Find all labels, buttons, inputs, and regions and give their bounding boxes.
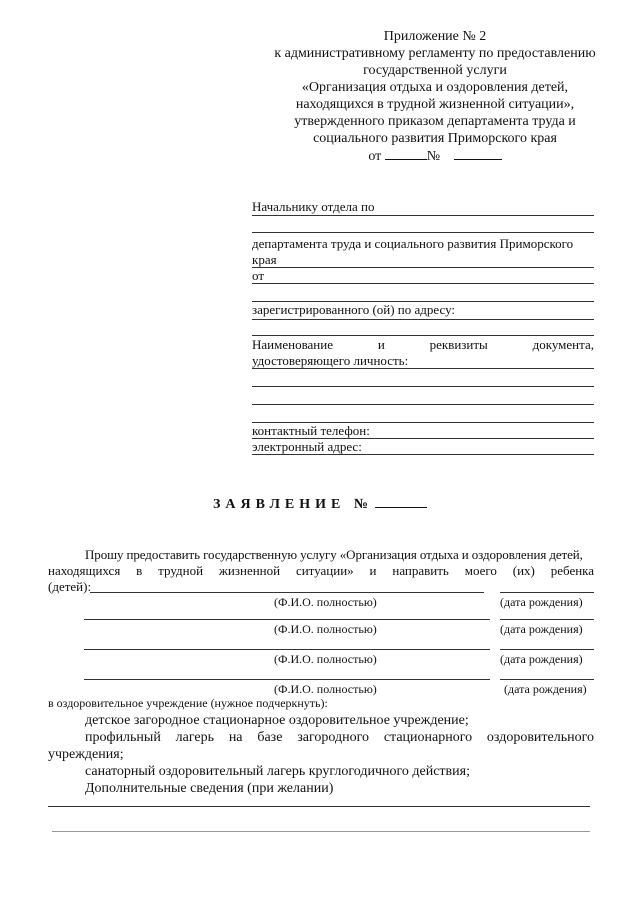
identity-document-label: удостоверяющего личность:	[252, 353, 409, 368]
identity-blank-line[interactable]	[252, 369, 594, 387]
doc-word: реквизиты	[429, 337, 488, 352]
additional-info-line[interactable]	[52, 830, 590, 832]
date-blank[interactable]	[385, 147, 427, 160]
appendix-line: находящихся в трудной жизненной ситуации»,	[295, 97, 575, 112]
intro-word: ситуации»	[295, 563, 354, 578]
option-word: профильный	[85, 730, 161, 745]
addressee-block	[252, 199, 594, 455]
number-label: №	[426, 149, 441, 164]
intro-line: Прошу предоставить государственную услугу «Организация отдыха и оздоровления детей,	[85, 547, 583, 562]
child-row	[48, 579, 594, 609]
child-name-blank[interactable]	[84, 639, 490, 650]
department-blank-line[interactable]	[252, 216, 594, 233]
appendix-date-number-line	[250, 147, 620, 165]
intro-word: направить	[392, 563, 449, 578]
from-field[interactable]	[252, 268, 594, 284]
fio-caption: (Ф.И.О. полностью)	[274, 595, 377, 609]
child-dob-blank[interactable]	[500, 669, 594, 680]
child-name-blank[interactable]	[90, 579, 484, 593]
option-word: на	[228, 730, 243, 745]
identity-document-field[interactable]	[252, 353, 594, 369]
appendix-line: социального развития Приморского края	[313, 131, 557, 146]
intro-word: жизненной	[218, 563, 281, 578]
title-number-blank[interactable]	[375, 495, 427, 508]
option-profile-camp[interactable]	[48, 729, 594, 746]
application-body	[48, 547, 594, 832]
option-word: загородного	[297, 730, 369, 745]
appendix-line: к административному регламенту по предоставлению	[274, 46, 596, 61]
children-label: (детей):	[48, 579, 92, 594]
title-number-sign: №	[353, 497, 373, 512]
fio-caption: (Ф.И.О. полностью)	[274, 652, 377, 666]
email-label: электронный адрес:	[252, 439, 362, 454]
appendix-line: государственной услуги	[363, 63, 507, 78]
registered-address-field[interactable]	[252, 302, 594, 320]
identity-blank-line[interactable]	[252, 387, 594, 405]
doc-word: документа,	[532, 337, 594, 352]
department-name-label: департамента труда и социального развития Приморского	[252, 236, 574, 251]
appendix-line: Приложение № 2	[383, 29, 487, 44]
region-label: края	[252, 252, 277, 267]
doc-word: и	[377, 337, 385, 352]
appendix-line: «Организация отдыха и оздоровления детей,	[301, 80, 569, 95]
appendix-header	[250, 28, 620, 165]
option-profile-camp-cont: учреждения;	[48, 747, 124, 762]
option-word: базе	[257, 730, 283, 745]
fio-caption: (Ф.И.О. полностью)	[274, 622, 377, 636]
email-field[interactable]	[252, 439, 594, 455]
option-word: стационарного	[383, 730, 473, 745]
child-dob-blank[interactable]	[500, 609, 594, 620]
identity-document-line	[252, 337, 594, 353]
dob-caption: (дата рождения)	[504, 682, 587, 696]
dob-caption: (дата рождения)	[500, 595, 583, 609]
child-name-blank[interactable]	[84, 669, 490, 680]
intro-line-justified	[48, 563, 594, 579]
child-name-blank[interactable]	[84, 609, 490, 620]
intro-word: трудной	[158, 563, 204, 578]
address-blank-line[interactable]	[252, 320, 594, 336]
region-line	[252, 252, 594, 268]
additional-info-line[interactable]	[48, 805, 590, 807]
identity-blank-line[interactable]	[252, 405, 594, 423]
dob-caption: (дата рождения)	[500, 652, 583, 666]
from-label: от	[368, 149, 382, 164]
department-head-label: Начальнику отдела по	[252, 199, 375, 214]
option-country-institution[interactable]: детское загородное стационарное оздоровительное учреждение;	[85, 713, 469, 728]
option-word: лагерь	[175, 730, 214, 745]
number-blank[interactable]	[454, 147, 502, 160]
intro-word: ребенка	[550, 563, 595, 578]
institution-options	[48, 712, 594, 797]
option-sanatorium-camp[interactable]: санаторный оздоровительный лагерь круглогодичного действия;	[85, 764, 470, 779]
intro-word: находящихся	[48, 563, 121, 578]
dob-caption: (дата рождения)	[500, 622, 583, 636]
doc-word: Наименование	[252, 337, 333, 352]
child-row	[48, 639, 594, 669]
department-name-line	[252, 236, 594, 252]
intro-word: моего	[464, 563, 497, 578]
intro-word: и	[369, 563, 377, 578]
appendix-line: утвержденного приказом департамента труда и	[294, 114, 576, 129]
intro-word: (их)	[512, 563, 535, 578]
option-word: оздоровительного	[486, 730, 595, 745]
phone-label: контактный телефон:	[252, 423, 370, 438]
child-dob-blank[interactable]	[500, 579, 594, 593]
child-dob-blank[interactable]	[500, 639, 594, 650]
registered-address-label: зарегистрированного (ой) по адресу:	[252, 302, 456, 317]
institution-line: в оздоровительное учреждение (нужное подчеркнуть):	[48, 696, 328, 710]
department-head-field[interactable]	[252, 199, 594, 216]
child-row	[48, 609, 594, 639]
document-title	[0, 495, 640, 513]
phone-field[interactable]	[252, 423, 594, 439]
additional-info-label: Дополнительные сведения (при желании)	[85, 781, 334, 796]
from-label: от	[252, 268, 265, 283]
fio-caption: (Ф.И.О. полностью)	[274, 682, 377, 696]
title-text: ЗАЯВЛЕНИЕ	[213, 497, 346, 512]
from-blank-line[interactable]	[252, 284, 594, 302]
child-row	[48, 669, 594, 696]
intro-word: в	[136, 563, 143, 578]
